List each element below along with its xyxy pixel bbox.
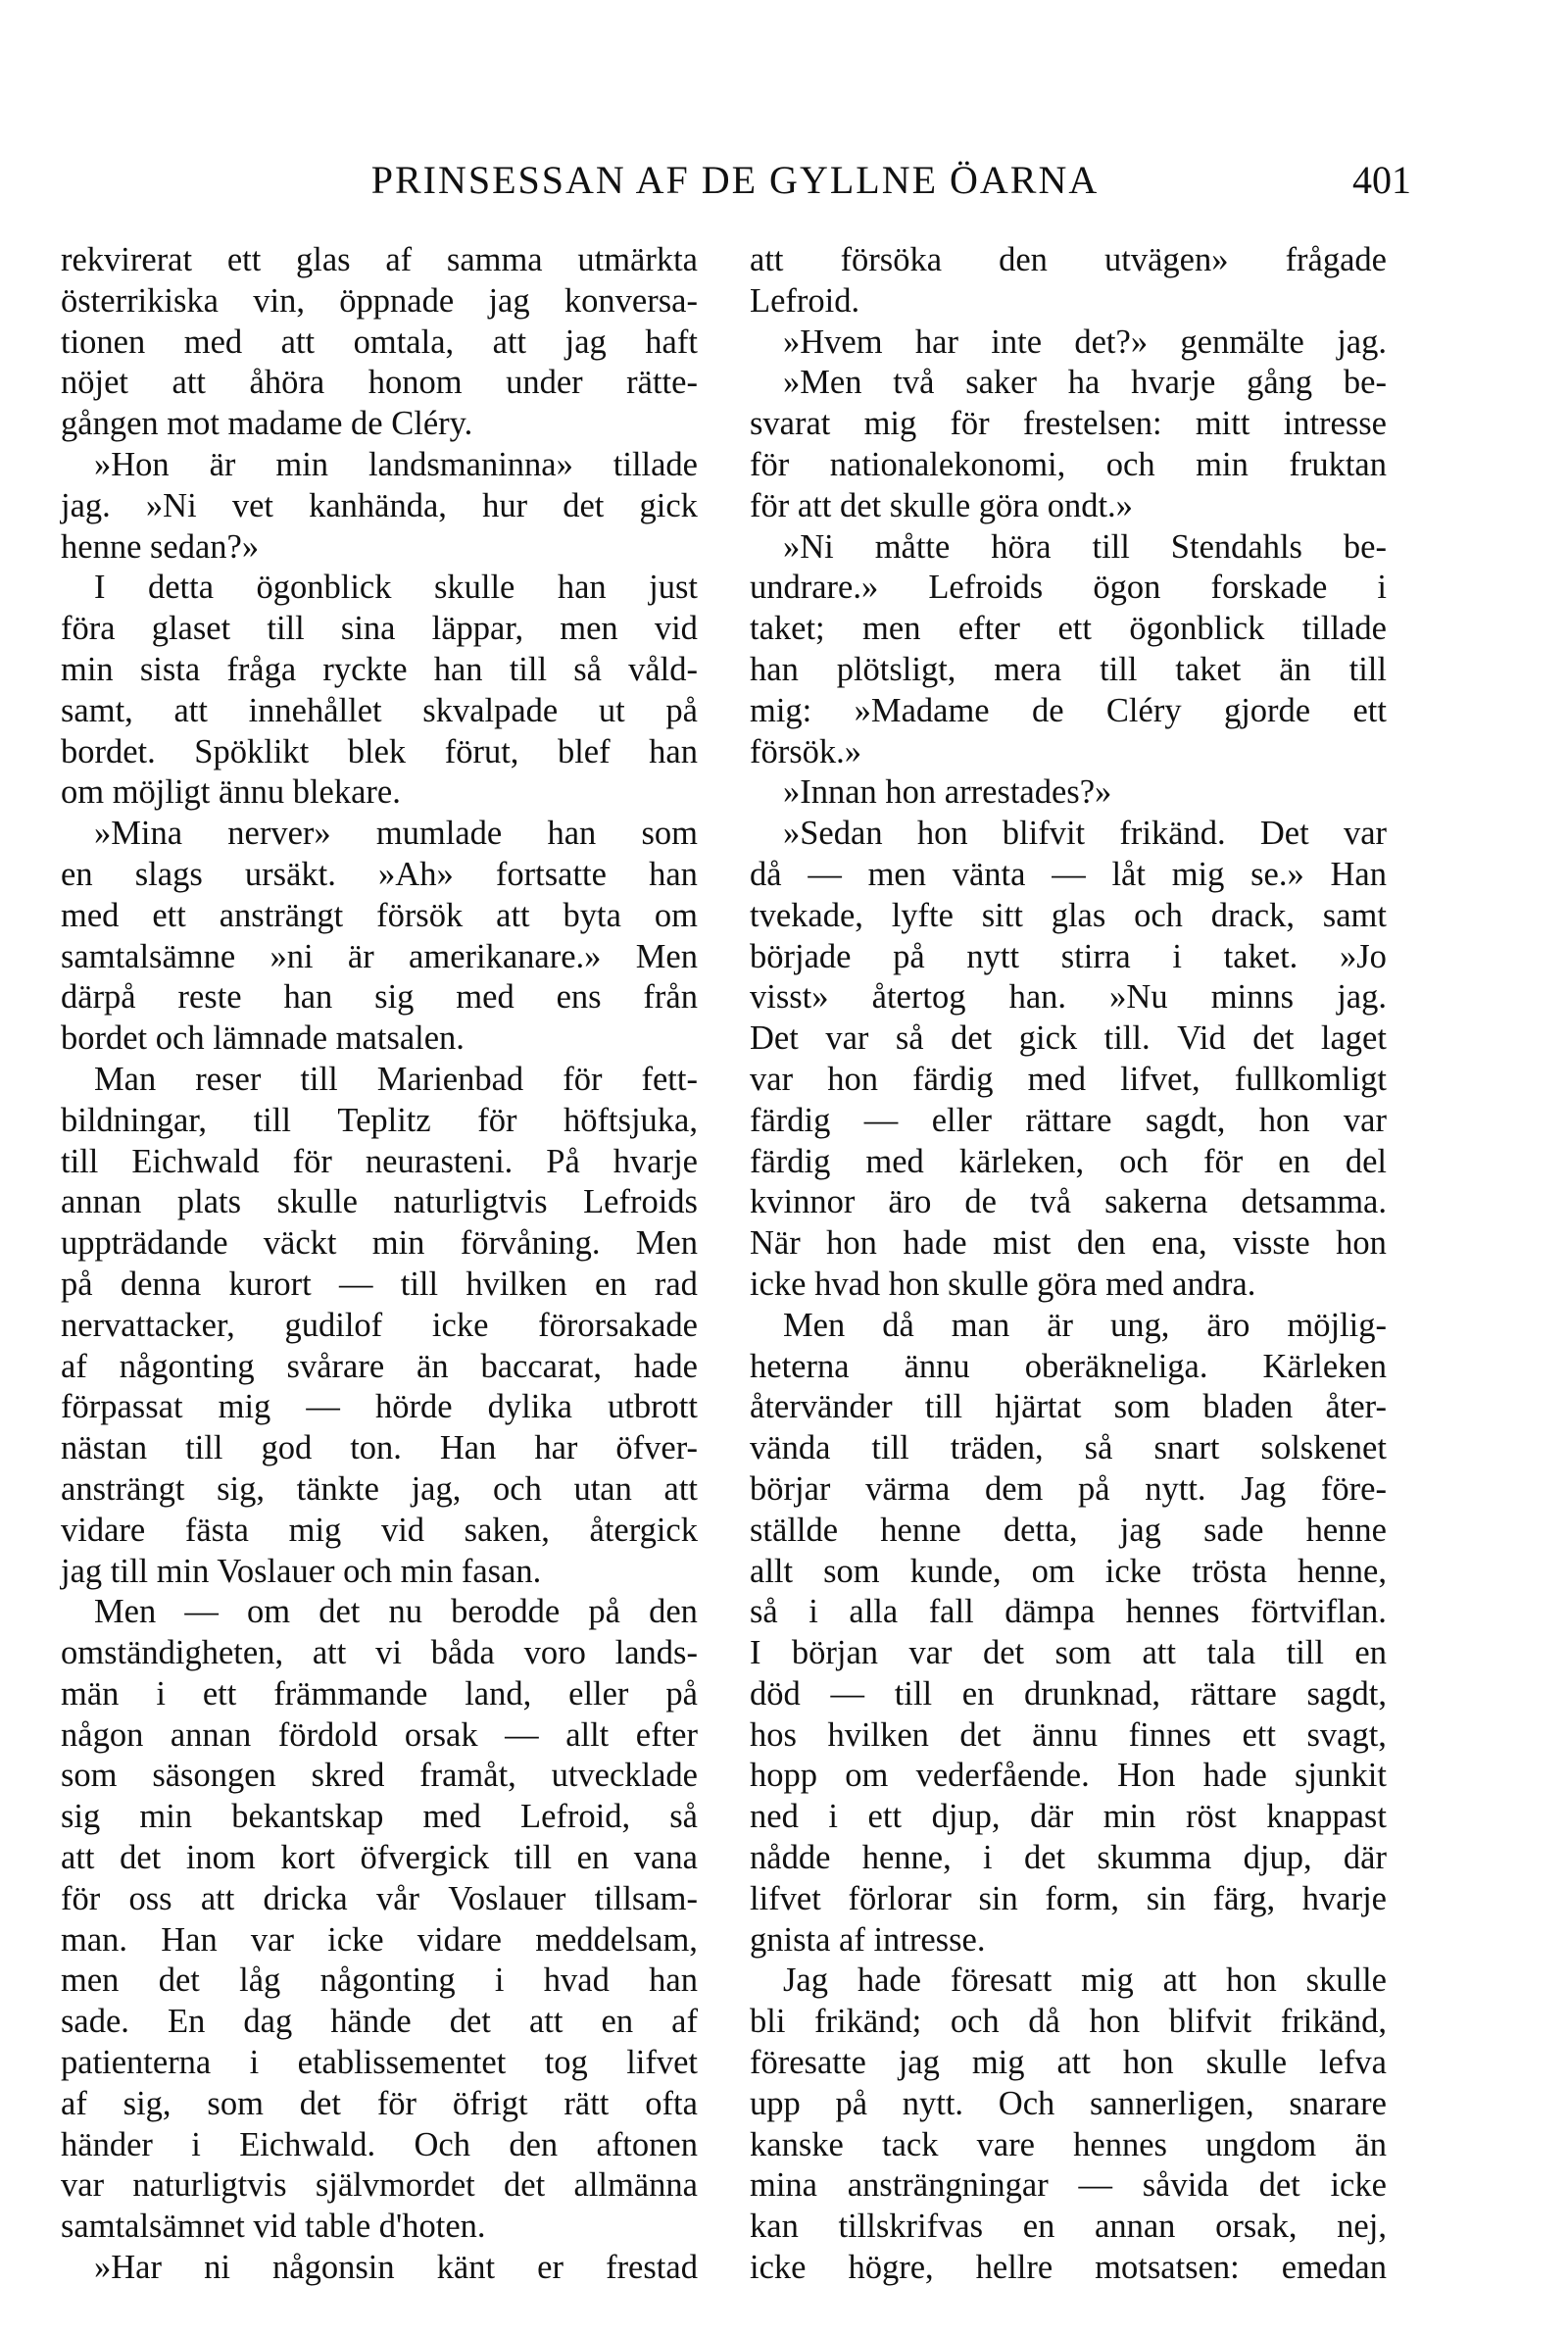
text-line: föra glaset till sina läppar, men vid [61, 610, 698, 648]
text-line: samtalsämnet vid table d'hoten. [61, 2208, 486, 2246]
text-line: rekvirerat ett glas af samma utmärkta [61, 241, 698, 278]
text-line: af någonting svårare än baccarat, hade [61, 1347, 698, 1385]
text-line: tvekade, lyfte sitt glas och drack, samt [750, 896, 1387, 934]
text-line: henne sedan?» [61, 527, 260, 566]
text-line: färdig — eller rättare sagdt, hon var [750, 1101, 1387, 1139]
text-line: för nationalekonomi, och min fruktan [750, 445, 1387, 483]
text-line: lifvet förlorar sin form, sin färg, hvarje [750, 1879, 1387, 1917]
text-line: gången mot madame de Cléry. [61, 405, 473, 443]
text-line: nervattacker, gudilof icke förorsakade [61, 1306, 698, 1344]
text-line: tionen med att omtala, att jag haft [61, 323, 698, 361]
page-number: 401 [1352, 158, 1411, 202]
text-line: jag till min Voslauer och min fasan. [61, 1552, 542, 1590]
text-line: för oss att dricka vår Voslauer tillsam- [61, 1879, 698, 1917]
text-line: man. Han var icke vidare meddelsam, [61, 1920, 698, 1959]
text-line: »Hvem har inte det?» genmälte jag. [783, 323, 1387, 361]
text-line: ansträngt sig, tänkte jag, och utan att [61, 1469, 698, 1508]
running-title: PRINSESSAN AF DE GYLLNE ÖARNA [370, 158, 1100, 202]
text-line: då — men vänta — låt mig se.» Han [750, 855, 1387, 893]
text-line: vidare fästa mig vid saken, återgick [61, 1511, 698, 1549]
text-line: Lefroid. [750, 281, 860, 320]
text-line: upp på nytt. Och sannerligen, snarare [750, 2084, 1387, 2122]
text-line: ställde henne detta, jag sade henne [750, 1511, 1387, 1549]
text-line: Jag hade föresatt mig att hon skulle [783, 1962, 1387, 2000]
text-line: försök.» [750, 732, 862, 770]
text-line: nöjet att åhöra honom under rätte- [61, 364, 698, 402]
text-line: var hon färdig med lifvet, fullkomligt [750, 1060, 1387, 1098]
text-line: därpå reste han sig med ens från [61, 978, 698, 1017]
text-line: bordet och lämnade matsalen. [61, 1019, 465, 1058]
text-line: annan plats skulle naturligtvis Lefroids [61, 1183, 698, 1221]
text-line: samtalsämne »ni är amerikanare.» Men [61, 937, 698, 975]
text-line: föresatte jag mig att hon skulle lefva [750, 2044, 1387, 2082]
text-line: Det var så det gick till. Vid det laget [750, 1019, 1387, 1058]
text-line: samt, att innehållet skvalpade ut på [61, 691, 698, 729]
text-line: af sig, som det för öfrigt rätt ofta [61, 2084, 698, 2122]
text-line: Men — om det nu berodde på den [94, 1593, 698, 1631]
text-line: omständigheten, att vi båda voro lands- [61, 1634, 698, 1672]
text-line: nådde henne, i det skumma djup, där [750, 1839, 1387, 1877]
text-line: återvänder till hjärtat som bladen åter- [750, 1388, 1387, 1426]
text-line: Men då man är ung, äro möjlig- [783, 1306, 1387, 1344]
text-line: sade. En dag hände det att en af [61, 2003, 698, 2041]
text-line: gnista af intresse. [750, 1920, 986, 1959]
text-line: händer i Eichwald. Och den aftonen [61, 2125, 698, 2163]
text-line: svarat mig för frestelsen: mitt intresse [750, 405, 1387, 443]
right-column [750, 240, 1387, 2289]
text-line: undrare.» Lefroids ögon forskade i [750, 569, 1387, 607]
text-line: »Ni måtte höra till Stendahls be- [783, 527, 1387, 566]
text-line: börjar värma dem på nytt. Jag före- [750, 1469, 1387, 1508]
text-line: bildningar, till Teplitz för höftsjuka, [61, 1101, 698, 1139]
text-line: I början var det som att tala till en [750, 1634, 1387, 1672]
text-line: började på nytt stirra i taket. »Jo [750, 937, 1387, 975]
text-line: bordet. Spöklikt blek förut, blef han [61, 732, 698, 770]
text-line: patienterna i etablissementet tog lifvet [61, 2044, 698, 2082]
text-line: om möjligt ännu blekare. [61, 773, 401, 812]
text-line: att försöka den utvägen» frågade [750, 241, 1387, 278]
text-line: »Sedan hon blifvit frikänd. Det var [783, 815, 1387, 853]
text-line: allt som kunde, om icke trösta henne, [750, 1552, 1387, 1590]
text-line: jag. »Ni vet kanhända, hur det gick [61, 486, 698, 524]
text-line: »Mina nerver» mumlade han som [94, 815, 698, 853]
text-line: mig: »Madame de Cléry gjorde ett [750, 691, 1387, 729]
text-line: min sista fråga ryckte han till så våld- [61, 650, 698, 688]
text-line: död — till en drunknad, rättare sagdt, [750, 1674, 1387, 1713]
text-line: kanske tack vare hennes ungdom än [750, 2125, 1387, 2163]
text-line: icke hvad hon skulle göra med andra. [750, 1265, 1256, 1303]
text-line: på denna kurort — till hvilken en rad [61, 1265, 698, 1303]
text-line: taket; men efter ett ögonblick tillade [750, 610, 1387, 648]
text-line: för att det skulle göra ondt.» [750, 486, 1133, 524]
text-line: österrikiska vin, öppnade jag konversa- [61, 281, 698, 320]
text-line: »Hon är min landsmaninna» tillade [94, 445, 698, 483]
left-column [61, 240, 698, 2289]
text-line: kan tillskrifvas en annan orsak, nej, [750, 2208, 1387, 2246]
text-line: en slags ursäkt. »Ah» fortsatte han [61, 855, 698, 893]
text-line: uppträdande väckt min förvåning. Men [61, 1224, 698, 1263]
text-line: icke högre, hellre motsatsen: emedan [750, 2249, 1387, 2287]
text-line: som säsongen skred framåt, utvecklade [61, 1757, 698, 1795]
text-line: någon annan fördold orsak — allt efter [61, 1715, 698, 1754]
text-line: bli frikänd; och då hon blifvit frikänd, [750, 2003, 1387, 2041]
text-line: män i ett främmande land, eller på [61, 1674, 698, 1713]
text-line: ned i ett djup, där min röst knappast [750, 1798, 1387, 1836]
text-line: förpassat mig — hörde dylika utbrott [61, 1388, 698, 1426]
text-line: men det låg någonting i hvad han [61, 1962, 698, 2000]
text-line: visst» återtog han. »Nu minns jag. [750, 978, 1387, 1017]
text-line: heterna ännu oberäkneliga. Kärleken [750, 1347, 1387, 1385]
text-line: han plötsligt, mera till taket än till [750, 650, 1387, 688]
text-line: »Innan hon arrestades?» [783, 773, 1112, 812]
text-line: hopp om vederfående. Hon hade sjunkit [750, 1757, 1387, 1795]
text-line: vända till träden, så snart solskenet [750, 1429, 1387, 1467]
text-line: var naturligtvis självmordet det allmänna [61, 2166, 698, 2205]
text-line: »Men två saker ha hvarje gång be- [783, 364, 1387, 402]
text-line: sig min bekantskap med Lefroid, så [61, 1798, 698, 1836]
text-line: I detta ögonblick skulle han just [94, 569, 698, 607]
text-line: kvinnor äro de två sakerna detsamma. [750, 1183, 1387, 1221]
text-line: så i alla fall dämpa hennes förtviflan. [750, 1593, 1387, 1631]
text-line: till Eichwald för neurasteni. På hvarje [61, 1142, 698, 1180]
text-line: mina ansträngningar — såvida det icke [750, 2166, 1387, 2205]
text-line: Man reser till Marienbad för fett- [94, 1060, 698, 1098]
text-line: färdig med kärleken, och för en del [750, 1142, 1387, 1180]
text-line: När hon hade mist den ena, visste hon [750, 1224, 1387, 1263]
text-line: hos hvilken det ännu finnes ett svagt, [750, 1715, 1387, 1754]
text-line: med ett ansträngt försök att byta om [61, 896, 698, 934]
text-line: att det inom kort öfvergick till en vana [61, 1839, 698, 1877]
text-line: »Har ni någonsin känt er frestad [94, 2249, 698, 2287]
text-line: nästan till god ton. Han har öfver- [61, 1429, 698, 1467]
